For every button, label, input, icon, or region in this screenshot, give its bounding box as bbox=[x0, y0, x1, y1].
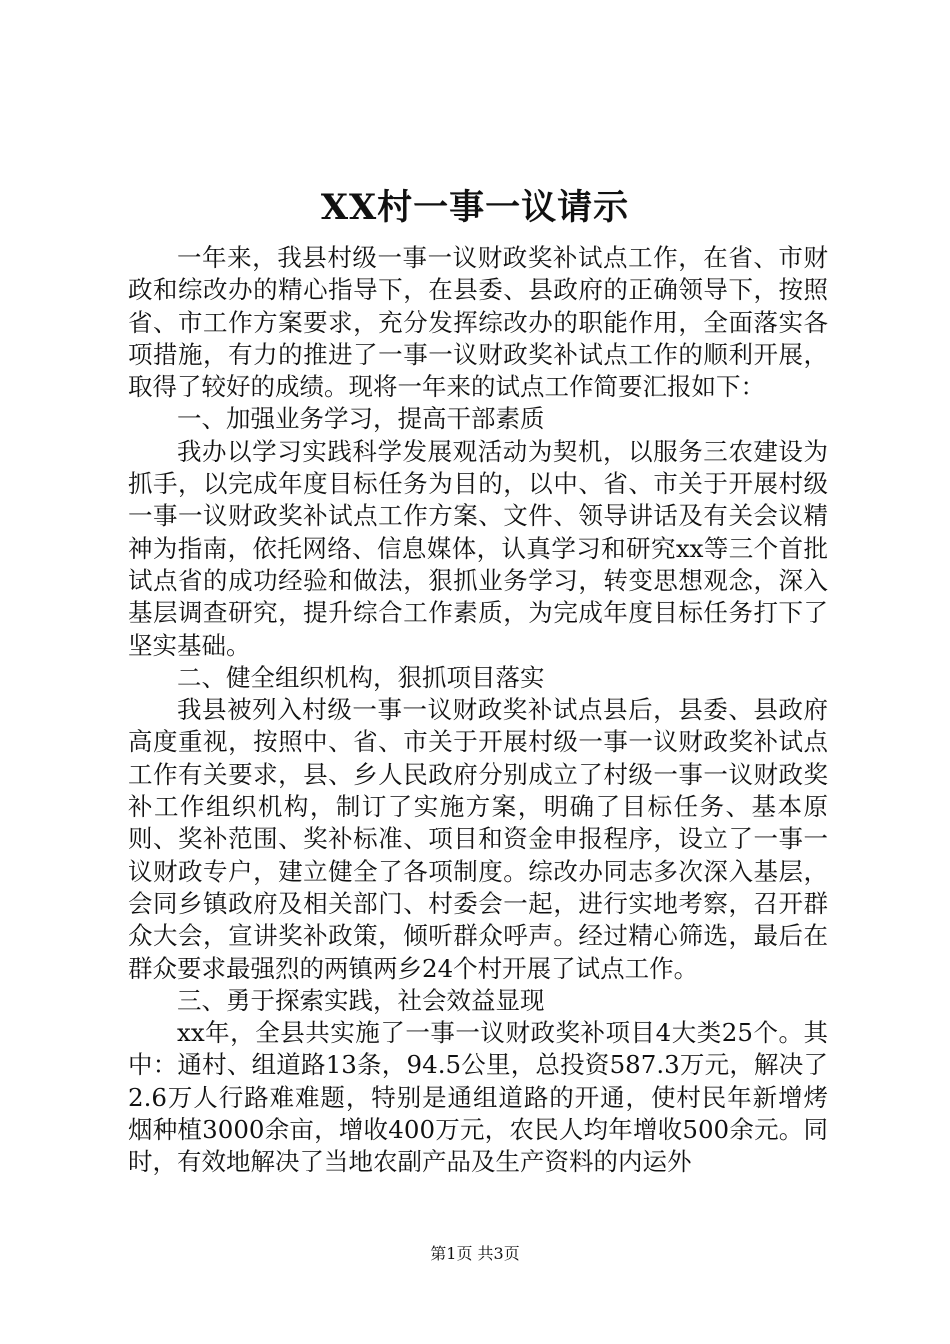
section-3-paragraph: xx年，全县共实施了一事一议财政奖补项目4大类25个。其中：通村、组道路13条，94.5公里，总投资587.3万元，解决了2.6万人行路难难题，特别是通组道路的开通，使村民年新增烤烟种植3000余亩，增收400万元，农民人均年增收500余元。同时，有效地解决了当地农副产品及生产资料的内运外 bbox=[128, 1018, 828, 1177]
section-2-heading: 二、健全组织机构，狠抓项目落实 bbox=[177, 662, 545, 692]
section-3-heading: 三、勇于探索实践，社会效益显现 bbox=[177, 985, 545, 1015]
document-body bbox=[128, 242, 828, 1179]
section-1-heading: 一、加强业务学习，提高干部素质 bbox=[177, 404, 545, 434]
section-1-paragraph: 我办以学习实践科学发展观活动为契机，以服务三农建设为抓手，以完成年度目标任务为目的，以中、省、市关于开展村级一事一议财政奖补试点工作方案、文件、领导讲话及有关会议精神为指南，依托网络、信息媒体，认真学习和研究xx等三个首批试点省的成功经验和做法，狠抓业务学习，转变思想观念，深入基层调查研究，提升综合工作素质，为完成年度目标任务打下了坚实基础。 bbox=[128, 436, 828, 660]
page-footer: 第1页 共3页 bbox=[430, 1244, 520, 1263]
intro-paragraph: 一年来，我县村级一事一议财政奖补试点工作，在省、市财政和综改办的精心指导下，在县委、县政府的正确领导下，按照省、市工作方案要求，充分发挥综改办的职能作用，全面落实各项措施，有力的推进了一事一议财政奖补试点工作的顺利开展，取得了较好的成绩。现将一年来的试点工作简要汇报如下： bbox=[128, 243, 828, 402]
document-title: XX村一事一议请示 bbox=[320, 187, 630, 228]
section-2-paragraph: 我县被列入村级一事一议财政奖补试点县后，县委、县政府高度重视，按照中、省、市关于开展村级一事一议财政奖补试点工作有关要求，县、乡人民政府分别成立了村级一事一议财政奖补工作组织机构，制订了实施方案，明确了目标任务、基本原则、奖补范围、奖补标准、项目和资金申报程序，设立了一事一议财政专户，建立健全了各项制度。综改办同志多次深入基层，会同乡镇政府及相关部门、村委会一起，进行实地考察，召开群众大会，宣讲奖补政策，倾听群众呼声。经过精心筛选，最后在群众要求最强烈的两镇两乡24个村开展了试点工作。 bbox=[128, 695, 828, 983]
